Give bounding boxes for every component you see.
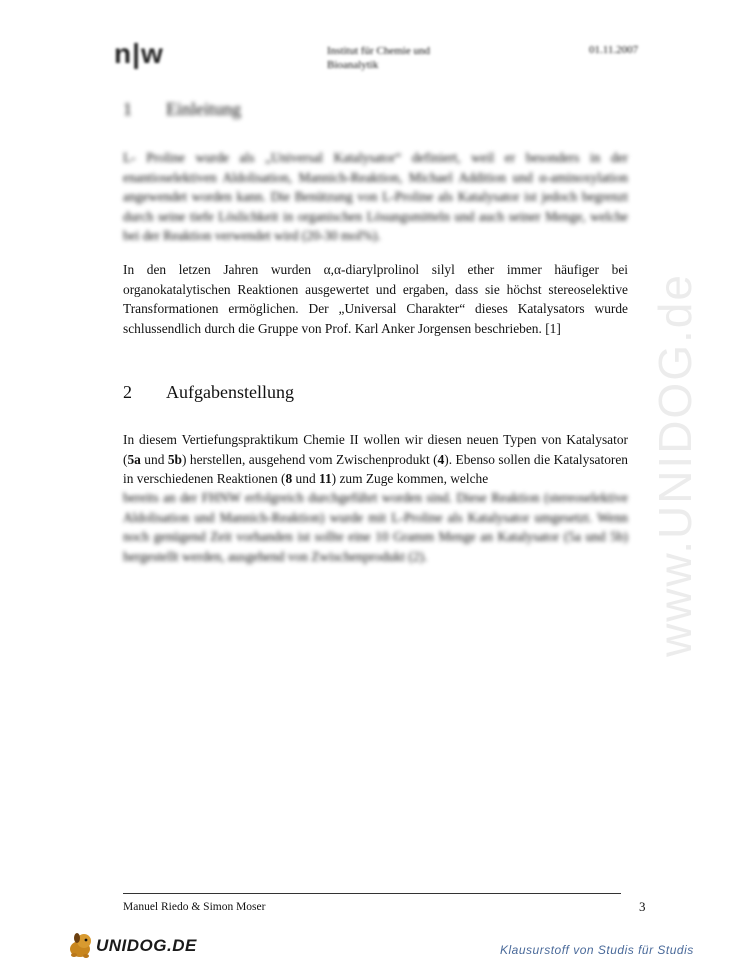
footer-divider xyxy=(123,893,621,894)
paragraph-intro: In den letzen Jahren wurden α,α-diarylprolinol silyl ether immer häufiger bei organokatalytischen Reaktionen ausgewertet und ergaben, dass sie höchst stereoselektive Transformationen ermöglichen. Der „Universal Charakter“ dieses Katalysators wurde schlussendlich durch die Gruppe von Prof. Karl Anker Jorgensen beschrieben. [1] xyxy=(123,262,628,336)
section-title: Einleitung xyxy=(166,99,241,119)
watermark: www.UNIDOG.de xyxy=(649,273,702,657)
section-title: Aufgabenstellung xyxy=(166,382,294,402)
paragraph-task-blurred: bereits an der FHNW erfolgreich durchgeführt worden sind. Diese Reaktion (stereoselektive Aldolisation und Mannich-Reaktion) wurde mit L-Proline als Katalysator umgesetzt. Wenn noch genügend Zeit vorhanden ist sollte eine 10 Gramm Menge an Katalysator (5a und 5b) hergestellt werden, ausgehend von Zwischenprodukt (2). xyxy=(123,490,628,564)
section-number: 2 xyxy=(123,382,132,402)
section-heading-1 xyxy=(123,99,241,120)
section-number: 1 xyxy=(123,99,132,119)
unidog-logo-text: UNIDOG.DE xyxy=(96,936,197,955)
page-number: 3 xyxy=(639,899,646,914)
fhnw-logo: n|w xyxy=(114,38,164,69)
header-date: 01.11.2007 xyxy=(589,44,639,56)
tagline: Klausurstoff von Studis für Studis xyxy=(500,943,694,957)
section-heading-2 xyxy=(123,382,294,403)
paragraph-task: In diesem Vertiefungspraktikum Chemie II wollen wir diesen neuen Typen von Katalysator (5a und 5b) herstellen, ausgehend vom Zwischenprodukt (4). Ebenso sollen die Katalysatoren in verschiedenen Reaktionen (8 und 11) zum Zuge kommen, welche xyxy=(123,432,629,487)
paragraph-intro-blurred: L- Proline wurde als „Universal Katalysator“ definiert, weil er besonders in der enantioselektiven Aldolisation, Mannich-Reaktion, Michael Addition und α-aminoxylation angewendet worden kann. Die Benützung von L-Proline als Katalysator ist jedoch begrenzt durch seine tiefe Löslichkeit in organischen Lösungsmitteln und auch seiner Menge, welche bei der Reaktion verwendet wird (20-30 mol%). xyxy=(123,150,628,244)
header-institute: Institut für Chemie und Bioanalytik xyxy=(327,45,430,71)
footer-authors: Manuel Riedo & Simon Moser xyxy=(123,901,266,913)
